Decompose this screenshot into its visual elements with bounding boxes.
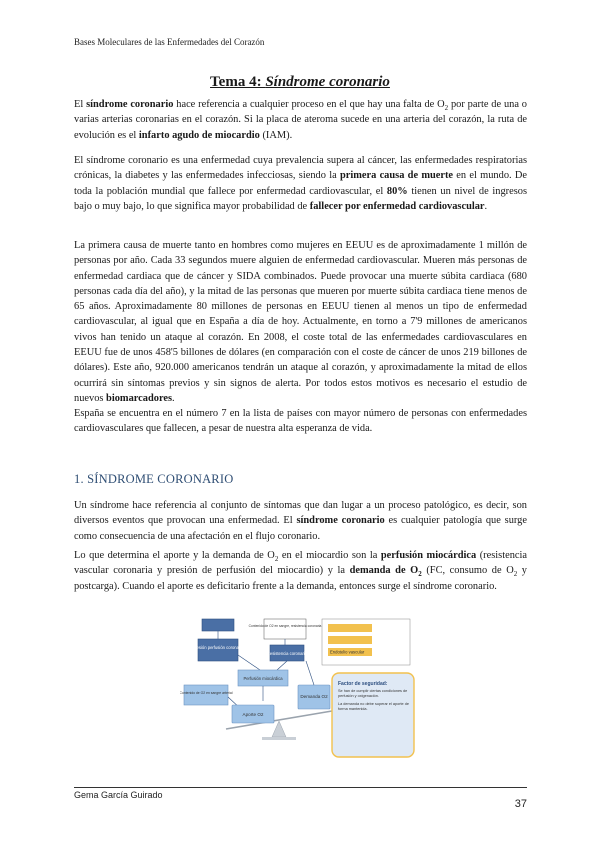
label-resistance: Resistencia coronaria: [266, 651, 308, 656]
label-myocardial-perfusion: Perfusión miocárdica: [243, 676, 283, 681]
label-arterial-o2: Contenido de O2 en sangre arterial: [180, 691, 233, 695]
title-main: Síndrome coronario: [265, 74, 390, 90]
page-number: 37: [514, 798, 527, 810]
paragraph-6: Lo que determina el aporte y la demanda de $O_2$ en el miocardio son la perfusión miocárdica (resistencia vascular coronaria y presión de perfusión del miocardio) y la demanda de $O_2$ (FC, consumo de $O_2$ y postcarga). Cuando el aporte es deficitario frente a la demanda, entonces surge el síndrome coronario.: [74, 550, 528, 592]
diagram-box-center-top: [264, 619, 306, 639]
legend-item-3-label: Endotelio vascular: [330, 649, 365, 655]
label-perfusion-pressure: Presión perfusión coronaria: [192, 645, 244, 650]
paragraph-3: La primera causa de muerte tanto en hombres como mujeres en EEUU es de aproximadamente 1 millón de personas por año. Cada 33 segundos muere alguien de enfermedad cardiovascular. Mueren más personas de enfermedad cardiaca que de cáncer y SIDA combinados. Puede provocar una muerte súbita cardiaca (680 personas cada día del año), y la mitad de las personas que mueren por muerte súbita cardiaca tiene menos de 65 años. Aproximadamente 80 millones de personas en EEUU tienen al menos un tipo de enfermedad cardiovascular, al igual que en España a día de hoy. Actualmente, en torno a 7'9 millones de americanos vivos han tenido un ataque al corazón. En 2008, el coste total de las enfermedades cardiovasculares en EEUU fue de unos 458'5 billones de dólares (en comparación con el coste de cáncer de unos 219 billones de dólares). Este año, 920.000 americanos tendrán un ataque al corazón, y aproximadamente la mitad de ellos ocurrirá sin síntomas previos y sin signos de alerta. Por todos estos motivos es necesario el estudio de nuevos biomarcadores.: [74, 240, 527, 404]
balance-fulcrum: [272, 721, 286, 737]
label-demanda-o2: Demanda O2: [300, 694, 328, 699]
coronary-syndrome-diagram: [180, 615, 420, 763]
paragraph-5: Un síndrome hace referencia al conjunto de síntomas que dan lugar a un proceso patológico, es decir, son diversos eventos que provocan una enfermedad. El síndrome coronario es cualquier patología que surge como consecuencia de una afectación en el flujo coronario.: [74, 500, 527, 542]
balance-base: [262, 737, 296, 740]
safety-factor-text: [338, 689, 410, 753]
safety-factor-title: Factor de seguridad:: [338, 681, 388, 687]
legend-item-2: [328, 636, 372, 644]
paragraph-1: El síndrome coronario hace referencia a cualquier proceso en el que hay una falta de $O_2$ por parte de una o varias arterias coronarias en el corazón. Si la placa de ateroma sucede en una arteria del corazón, la ruta de evolución es el infarto agudo de miocardio (IAM).: [74, 99, 527, 141]
legend-item-1: [328, 624, 372, 632]
paragraph-2: El síndrome coronario es una enfermedad cuya prevalencia supera al cáncer, las enfermedades respiratorias crónicas, la diabetes y las enfermedades infecciosas, siendo la primera causa de muerte en el mundo. De toda la población mundial que fallece por enfermedad cardiovascular, el 80% tienen un nivel de ingresos bajo o muy bajo, lo que significa mayor probabilidad de fallecer por enfermedad cardiovascular.: [74, 155, 527, 212]
paragraph-4: España se encuentra en el número 7 en la lista de países con mayor número de personas con enfermedades cardiovasculares que fallecen, a pesar de nuestra alta esperanza de vida.: [74, 408, 527, 435]
safety-factor-text-1: Se han de cumplir ciertas condiciones de perfusión y oxigenación.: [338, 689, 408, 698]
safety-factor-text-2: La demanda no debe superar el aporte de forma mantenida.: [338, 702, 409, 711]
footer-author: Gema García Guirado: [74, 790, 163, 800]
footer-rule: [74, 787, 527, 788]
section-heading: 1. SÍNDROME CORONARIO: [74, 472, 234, 486]
diagram-box-perfusion-pressure: [198, 639, 238, 661]
page-title: [0, 74, 600, 91]
label-center-top: Contenido de O2 en sangre, resistencia coronaria: [248, 624, 322, 628]
diagram-box-top-left: [202, 619, 234, 631]
running-header: Bases Moleculares de las Enfermedades del Corazón: [74, 37, 265, 47]
title-prefix: Tema 4:: [210, 74, 266, 90]
diagram-box-arterial-o2: [184, 685, 228, 705]
label-aporte-o2: Aporte O2: [242, 712, 264, 717]
